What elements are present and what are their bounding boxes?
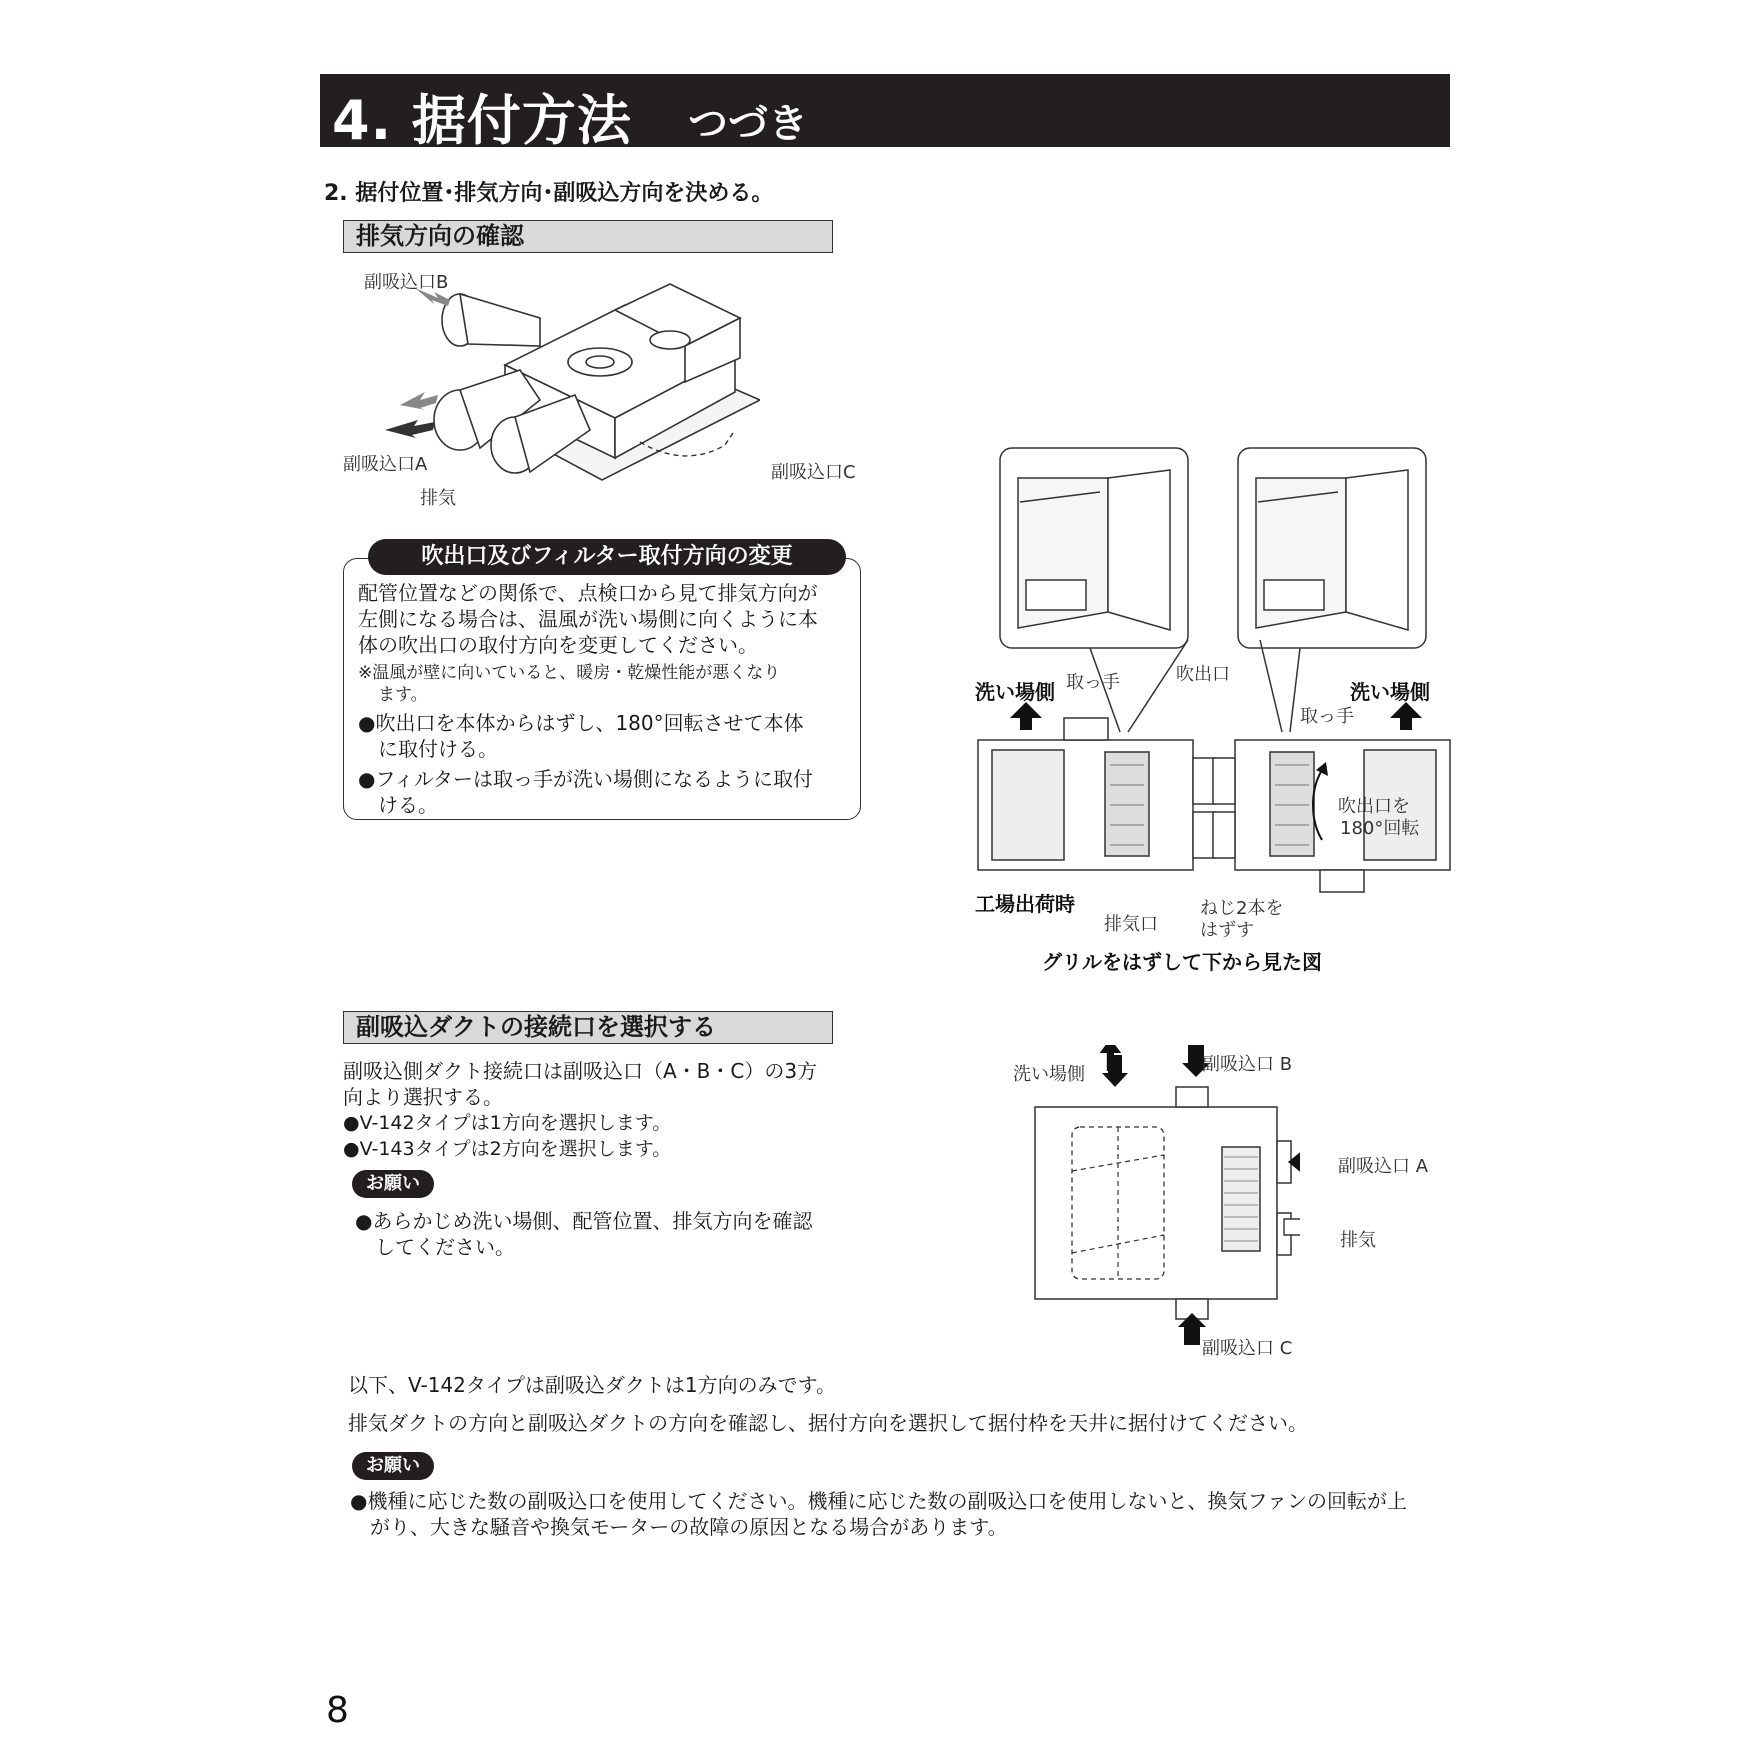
factory-label: 工場出荷時 xyxy=(975,892,1075,916)
change-bullet-line: に取付ける。 xyxy=(378,737,498,761)
change-paragraph-line: 配管位置などの関係で、点検口から見て排気方向が xyxy=(358,581,818,605)
port-b-label: 副吸込口B xyxy=(364,272,449,293)
section2-title: 副吸込ダクトの接続口を選択する xyxy=(356,1013,716,1041)
exhaust-port-label: 排気口 xyxy=(1104,914,1158,935)
bottom-request-pill: お願い xyxy=(352,1452,434,1480)
section2-bullet: ●V-143タイプは2方向を選択します。 xyxy=(343,1138,672,1160)
rotate-label-line1: 吹出口を xyxy=(1338,796,1410,817)
plan-port-b-label: 副吸込口 B xyxy=(1202,1054,1293,1075)
port-c-label: 副吸込口C xyxy=(771,462,856,483)
change-note-line: ます。 xyxy=(378,685,428,705)
section2-paragraph-line: 向より選択する。 xyxy=(343,1085,503,1109)
section2-request xyxy=(355,1208,865,1260)
change-paragraph-line: 左側になる場合は、温風が洗い場側に向くように本 xyxy=(358,607,818,631)
bottom-request xyxy=(350,1488,1460,1540)
section2-request-line: してください。 xyxy=(375,1235,515,1259)
section-subtitle: つづき xyxy=(688,101,808,147)
step-heading: 2. 据付位置･排気方向･副吸込方向を決める。 xyxy=(324,181,774,206)
plan-port-a-label: 副吸込口 A xyxy=(1338,1156,1429,1177)
bottom-line-2: 排気ダクトの方向と副吸込ダクトの方向を確認し、据付方向を選択して据付枠を天井に据付けてください。 xyxy=(348,1411,1308,1435)
page-number: 8 xyxy=(326,1690,349,1731)
exhaust-label: 排気 xyxy=(420,488,456,509)
wash-side-label-right: 洗い場側 xyxy=(1350,680,1430,704)
screws-label-line1: ねじ2本を xyxy=(1200,898,1284,919)
handle-label-right: 取っ手 xyxy=(1300,706,1354,727)
bottom-request-line: がり、大きな騒音や換気モーターの故障の原因となる場合があります。 xyxy=(370,1515,1008,1539)
change-box-body xyxy=(358,580,858,818)
change-note-line: ※温風が壁に向いていると、暖房・乾燥性能が悪くなり xyxy=(358,663,781,683)
change-direction-title: 吹出口及びフィルター取付方向の変更 xyxy=(368,539,846,575)
outlet-label: 吹出口 xyxy=(1176,664,1230,685)
plan-port-c-label: 副吸込口 C xyxy=(1202,1338,1293,1359)
section2-body xyxy=(343,1058,863,1162)
screws-label-line2: はずす xyxy=(1200,920,1254,941)
request-pill: お願い xyxy=(352,1170,434,1198)
handle-label-left: 取っ手 xyxy=(1066,672,1120,693)
change-bullet-line: ける。 xyxy=(378,793,438,817)
change-bullet-line: ●フィルターは取っ手が洗い場側になるように取付 xyxy=(358,767,814,791)
rotate-label-line2: 180°回転 xyxy=(1340,818,1420,839)
change-paragraph-line: 体の吹出口の取付方向を変更してください。 xyxy=(358,633,758,657)
section-title: 4. 据付方法 xyxy=(332,89,632,152)
bottom-request-line: ●機種に応じた数の副吸込口を使用してください。機種に応じた数の副吸込口を使用しないと、換気ファンの回転が上 xyxy=(350,1489,1408,1513)
wash-side-label-left: 洗い場側 xyxy=(975,680,1055,704)
bottom-view-caption: グリルをはずして下から見た図 xyxy=(1042,950,1322,974)
section-title-bar xyxy=(320,74,1450,152)
section1-title: 排気方向の確認 xyxy=(356,222,524,250)
section2-paragraph-line: 副吸込側ダクト接続口は副吸込口（A・B・C）の3方 xyxy=(343,1059,818,1083)
bottom-line-1: 以下、V-142タイプは副吸込ダクトは1方向のみです。 xyxy=(348,1373,837,1397)
section1-header xyxy=(343,220,833,253)
duct-plan-diagram xyxy=(1000,1045,1300,1355)
plan-wash-side-label: 洗い場側 xyxy=(1013,1064,1085,1085)
section2-bullet: ●V-142タイプは1方向を選択します。 xyxy=(343,1112,672,1134)
plan-exhaust-label: 排気 xyxy=(1340,1230,1376,1251)
port-a-label: 副吸込口A xyxy=(343,454,428,475)
section2-request-line: ●あらかじめ洗い場側、配管位置、排気方向を確認 xyxy=(355,1209,813,1233)
section2-header xyxy=(343,1011,833,1044)
change-bullet-line: ●吹出口を本体からはずし、180°回転させて本体 xyxy=(358,711,804,735)
